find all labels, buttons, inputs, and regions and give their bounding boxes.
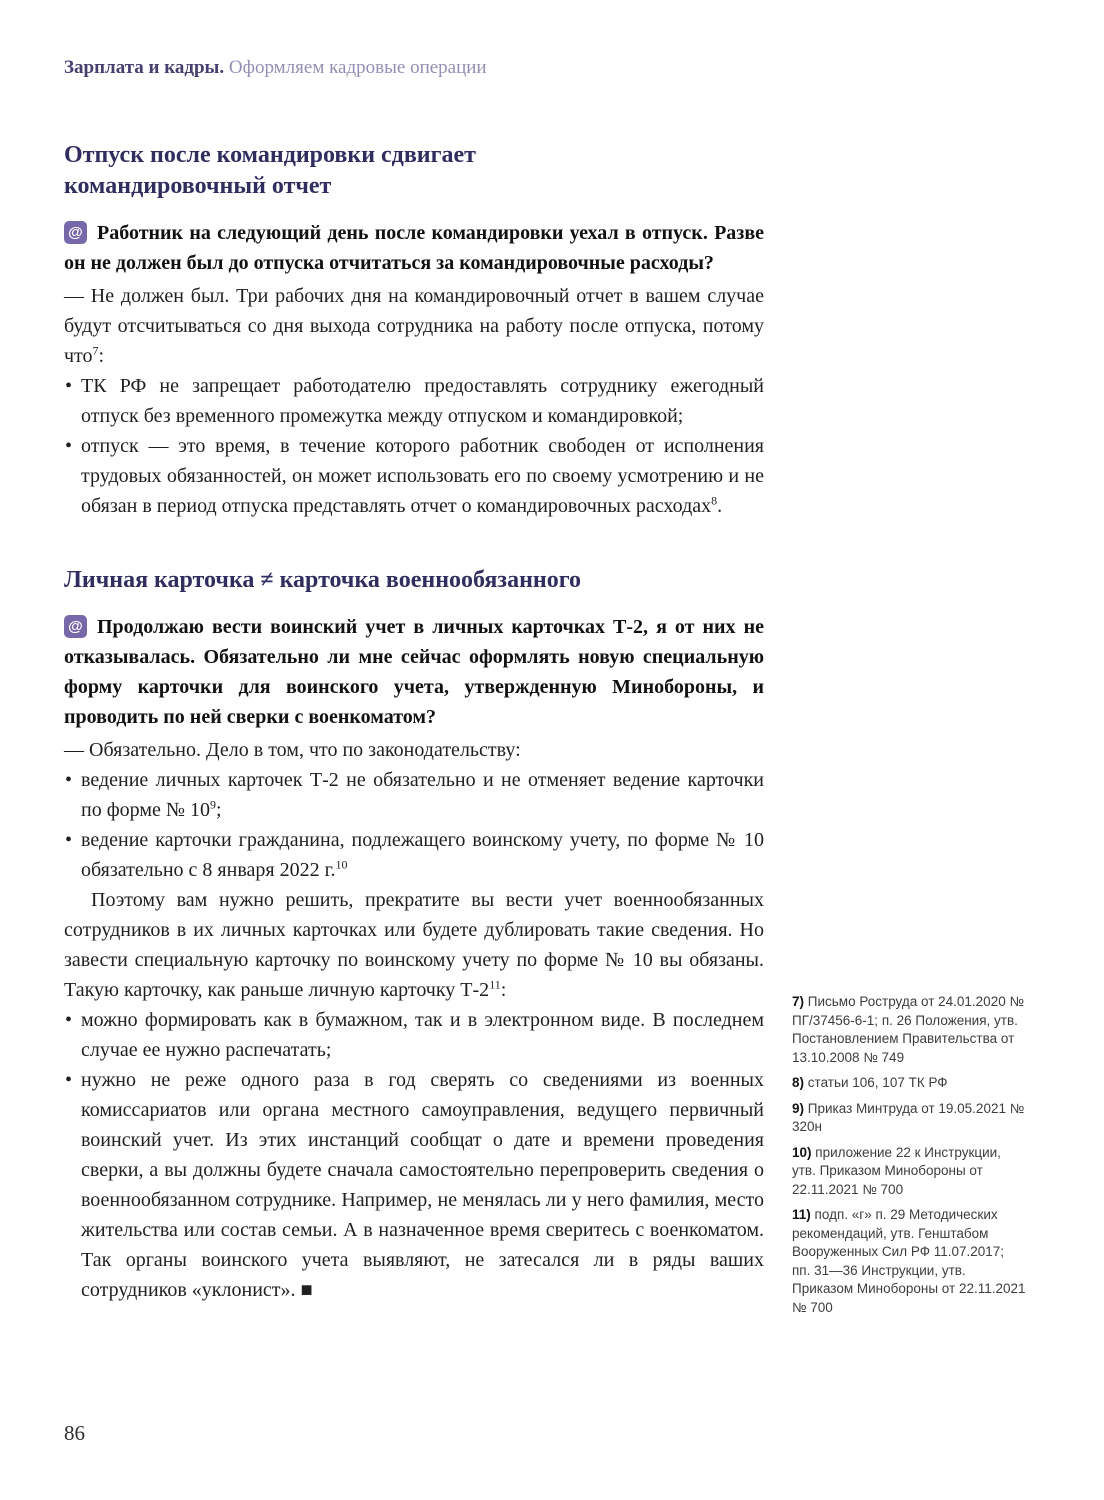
footnote-text: приложение 22 к Инструкции, утв. Приказом Минобороны от 22.11.2021 № 700 bbox=[792, 1144, 1001, 1197]
list-item bbox=[64, 371, 764, 431]
footnote-7 bbox=[792, 993, 1026, 1067]
bullet-text: можно формировать как в бумажном, так и в электронном виде. В последнем случае ее нужно распечатать; bbox=[81, 1009, 764, 1061]
footnote-text: подп. «г» п. 29 Методических рекомендаций, утв. Генштабом Вооруженных Сил РФ 11.07.2017; пп. 31—36 Инструкции, утв. Приказом Минобороны от 22.11.2021 № 700 bbox=[792, 1207, 1026, 1315]
list-item bbox=[64, 1065, 764, 1305]
footnotes-column bbox=[792, 993, 1026, 1324]
bullet-text: ведение карточки гражданина, подлежащего воинскому учету, по форме № 10 обязательно с 8 января 2022 г. bbox=[81, 829, 764, 881]
footnote-ref-9: 9 bbox=[209, 797, 216, 812]
at-icon: @ bbox=[64, 221, 87, 244]
section1-question-text: Работник на следующий день после командировки уехал в отпуск. Разве он не должен был до отпуска отчитаться за командировочные расходы? bbox=[64, 222, 764, 274]
section2-paragraph bbox=[64, 885, 764, 1005]
footnote-ref-8: 8 bbox=[711, 493, 718, 508]
answer-tail: : bbox=[98, 345, 105, 367]
list-item bbox=[64, 825, 764, 885]
section2-answer: — Обязательно. Дело в том, что по законодательству: bbox=[64, 739, 521, 761]
section1-title bbox=[64, 140, 764, 202]
footnote-number: 11) bbox=[792, 1207, 811, 1222]
footnote-text: Приказ Минтруда от 19.05.2021 № 320н bbox=[792, 1100, 1025, 1134]
footnote-ref-11: 11 bbox=[489, 977, 501, 992]
at-icon: @ bbox=[64, 615, 87, 638]
running-head-section: Зарплата и кадры. bbox=[64, 57, 225, 78]
section2-title: Личная карточка ≠ карточка военнообязанного bbox=[64, 567, 582, 593]
footnote-number: 9) bbox=[792, 1100, 805, 1116]
footnote-text: Письмо Роструда от 24.01.2020 № ПГ/37456-6-1; п. 26 Положения, утв. Постановлением Правительства от 13.10.2008 № 749 bbox=[792, 994, 1024, 1065]
section2-bullet-list-2 bbox=[64, 1005, 764, 1305]
footnote-10 bbox=[792, 1144, 1026, 1200]
section1-bullet-list bbox=[64, 371, 764, 521]
footnote-ref-10: 10 bbox=[335, 857, 348, 872]
section1-question-block bbox=[64, 218, 764, 278]
list-item bbox=[64, 765, 764, 825]
paragraph-tail: : bbox=[500, 979, 507, 1001]
footnote-number: 7) bbox=[792, 994, 805, 1009]
footnote-number: 8) bbox=[792, 1075, 805, 1090]
section2-question-block bbox=[64, 612, 764, 732]
answer-text: — Не должен был. Три рабочих дня на командировочный отчет в вашем случае будут отсчитываться со дня выхода сотрудника на работу после отпуска, потому что bbox=[64, 285, 764, 367]
bullet-tail: ; bbox=[215, 799, 222, 821]
main-column bbox=[64, 56, 764, 1305]
running-head bbox=[64, 56, 764, 80]
bullet-text: ТК РФ не запрещает работодателю предоставлять сотруднику ежегодный отпуск без временного промежутка между отпуском и командировкой; bbox=[81, 375, 764, 427]
section2-question-text: Продолжаю вести воинский учет в личных карточках Т-2, я от них не отказывалась. Обязательно ли мне сейчас оформлять новую специальную форму карточки для воинского учета, утвержденную Минобороны, и проводить по ней сверки с военкоматом? bbox=[64, 616, 764, 728]
running-head-subtitle: Оформляем кадровые операции bbox=[224, 57, 487, 78]
section1-title-line2: командировочный отчет bbox=[64, 173, 332, 199]
section1-answer bbox=[64, 281, 764, 371]
bullet-text: отпуск — это время, в течение которого работник свободен от исполнения трудовых обязанностей, он может использовать его по своему усмотрению и не обязан в период отпуска представлять отчет о командировочных расходах bbox=[81, 435, 764, 517]
page-number: 86 bbox=[64, 1421, 85, 1445]
footnote-8 bbox=[792, 1074, 1026, 1093]
list-item bbox=[64, 1005, 764, 1065]
bullet-text: ведение личных карточек Т-2 не обязательно и не отменяет ведение карточки по форме № 10 bbox=[81, 769, 764, 821]
footnote-text: статьи 106, 107 ТК РФ bbox=[807, 1075, 948, 1090]
footnote-9 bbox=[792, 1100, 1026, 1137]
bullet-text: нужно не реже одного раза в год сверять со сведениями из военных комиссариатов или органа местного самоуправления, ведущего первичный воинский учет. Из этих инстанций сообщат о дате и времени проведения сверки, а вы должны будете сначала самостоятельно перепроверить сведения о военнообязанном сотруднике. Например, не менялась ли у него фамилия, место жительства или состав семьи. А в назначенное время сверитесь с военкоматом. Так органы воинского учета выявляют, не затесался ли в ряды ваших сотрудников «уклонист». ■ bbox=[81, 1069, 764, 1301]
section1-title-line1: Отпуск после командировки сдвигает bbox=[64, 142, 476, 168]
bullet-tail: . bbox=[717, 495, 723, 517]
section2-bullet-list-1 bbox=[64, 765, 764, 885]
list-item bbox=[64, 431, 764, 521]
footnote-11 bbox=[792, 1206, 1026, 1317]
paragraph-text: Поэтому вам нужно решить, прекратите вы вести учет военнообязанных сотрудников в их личных карточках или будете дублировать такие сведения. Но завести специальную карточку по воинскому учету по форме № 10 вы обязаны. Такую карточку, как раньше личную карточку Т-2 bbox=[64, 889, 764, 1001]
footnote-number: 10) bbox=[792, 1144, 812, 1160]
footnote-ref-7: 7 bbox=[92, 343, 99, 358]
